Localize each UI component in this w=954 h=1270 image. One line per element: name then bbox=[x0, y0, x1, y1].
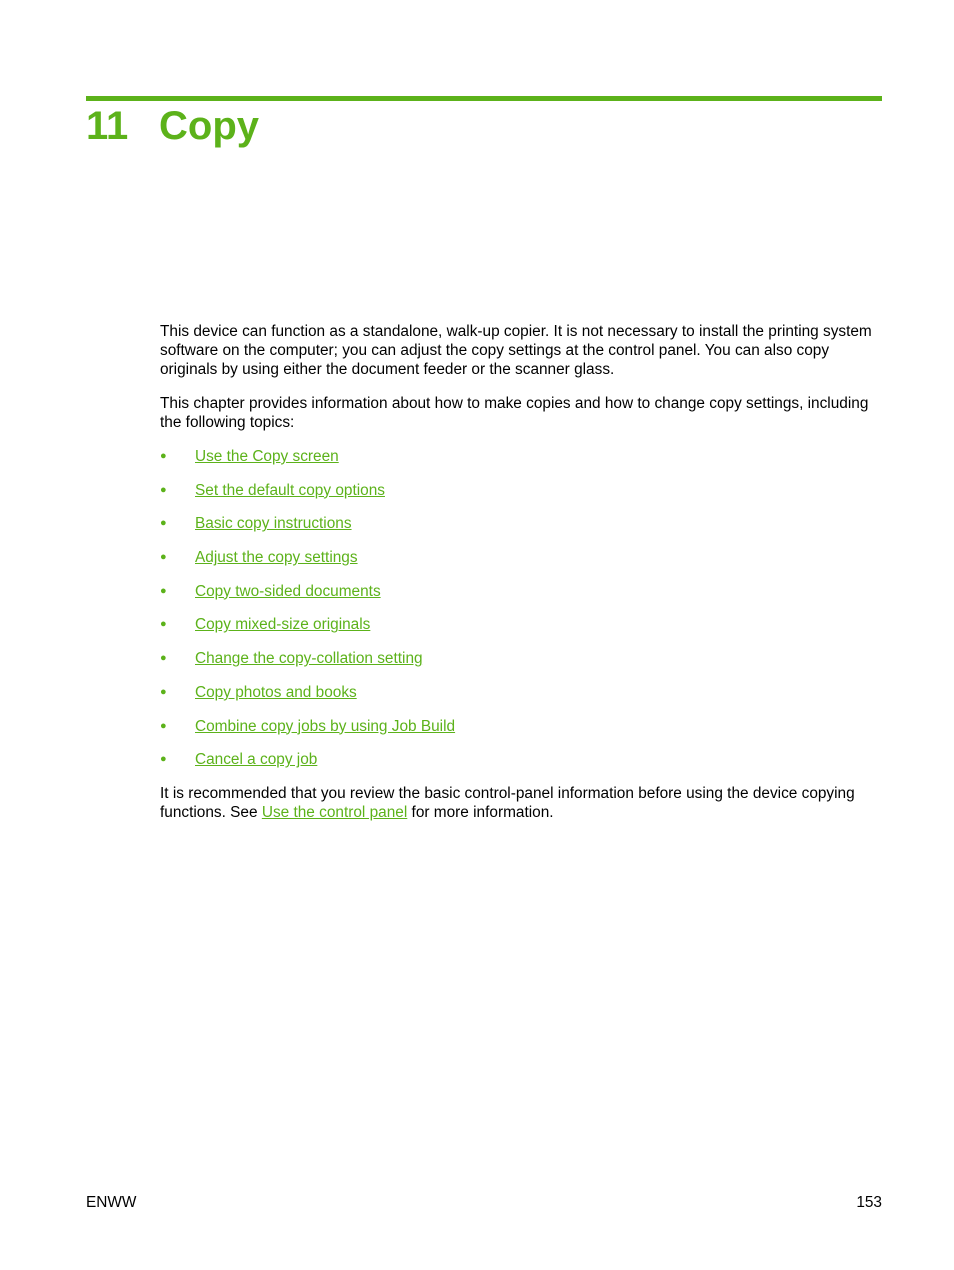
topic-link-default-copy-options[interactable]: Set the default copy options bbox=[195, 481, 385, 499]
bullet-icon: ● bbox=[160, 450, 167, 462]
topic-link-photos-and-books[interactable]: Copy photos and books bbox=[195, 683, 357, 701]
topic-link-mixed-size-originals[interactable]: Copy mixed-size originals bbox=[195, 616, 371, 634]
control-panel-link[interactable]: Use the control panel bbox=[261, 804, 408, 821]
chapter-heading bbox=[86, 100, 259, 152]
bullet-icon: ● bbox=[160, 753, 167, 766]
bullet-icon: ● bbox=[160, 652, 167, 665]
topic-link-cancel-copy-job[interactable]: Cancel a copy job bbox=[195, 751, 318, 769]
topic-link-basic-copy-instructions[interactable]: Basic copy instructions bbox=[195, 515, 352, 533]
bullet-icon: ● bbox=[160, 685, 167, 698]
closing-text-after: for more information. bbox=[407, 804, 554, 821]
topic-link-two-sided-documents[interactable]: Copy two-sided documents bbox=[195, 582, 381, 600]
chapter-title: Copy bbox=[159, 104, 259, 148]
footer-label: ENWW bbox=[86, 1194, 137, 1211]
bullet-icon: ● bbox=[160, 584, 167, 597]
closing-paragraph bbox=[160, 784, 884, 822]
page-number: 153 bbox=[856, 1194, 882, 1211]
bullet-icon: ● bbox=[160, 551, 167, 564]
chapter-number: 11 bbox=[86, 104, 129, 148]
topics-intro-paragraph: This chapter provides information about how to make copies and how to change copy settings, including the following topics: bbox=[160, 395, 869, 431]
bullet-icon: ● bbox=[160, 483, 167, 496]
intro-paragraph: This device can function as a standalone, walk-up copier. It is not necessary to install the printing system software on the computer; you can adjust the copy settings at the control panel. You can also copy originals by using either the document feeder or the scanner glass. bbox=[160, 323, 872, 378]
bullet-icon: ● bbox=[160, 618, 167, 631]
bullet-icon: ● bbox=[160, 719, 167, 732]
closing-text-before: It is recommended that you review the basic control-panel information before using the device copying functions. See bbox=[160, 785, 855, 821]
topic-link-adjust-copy-settings[interactable]: Adjust the copy settings bbox=[195, 549, 358, 567]
bullet-icon: ● bbox=[160, 517, 167, 530]
topic-link-copy-collation[interactable]: Change the copy-collation setting bbox=[195, 650, 423, 668]
topic-link-job-build[interactable]: Combine copy jobs by using Job Build bbox=[195, 717, 456, 735]
topic-link-use-copy-screen[interactable]: Use the Copy screen bbox=[195, 448, 339, 465]
